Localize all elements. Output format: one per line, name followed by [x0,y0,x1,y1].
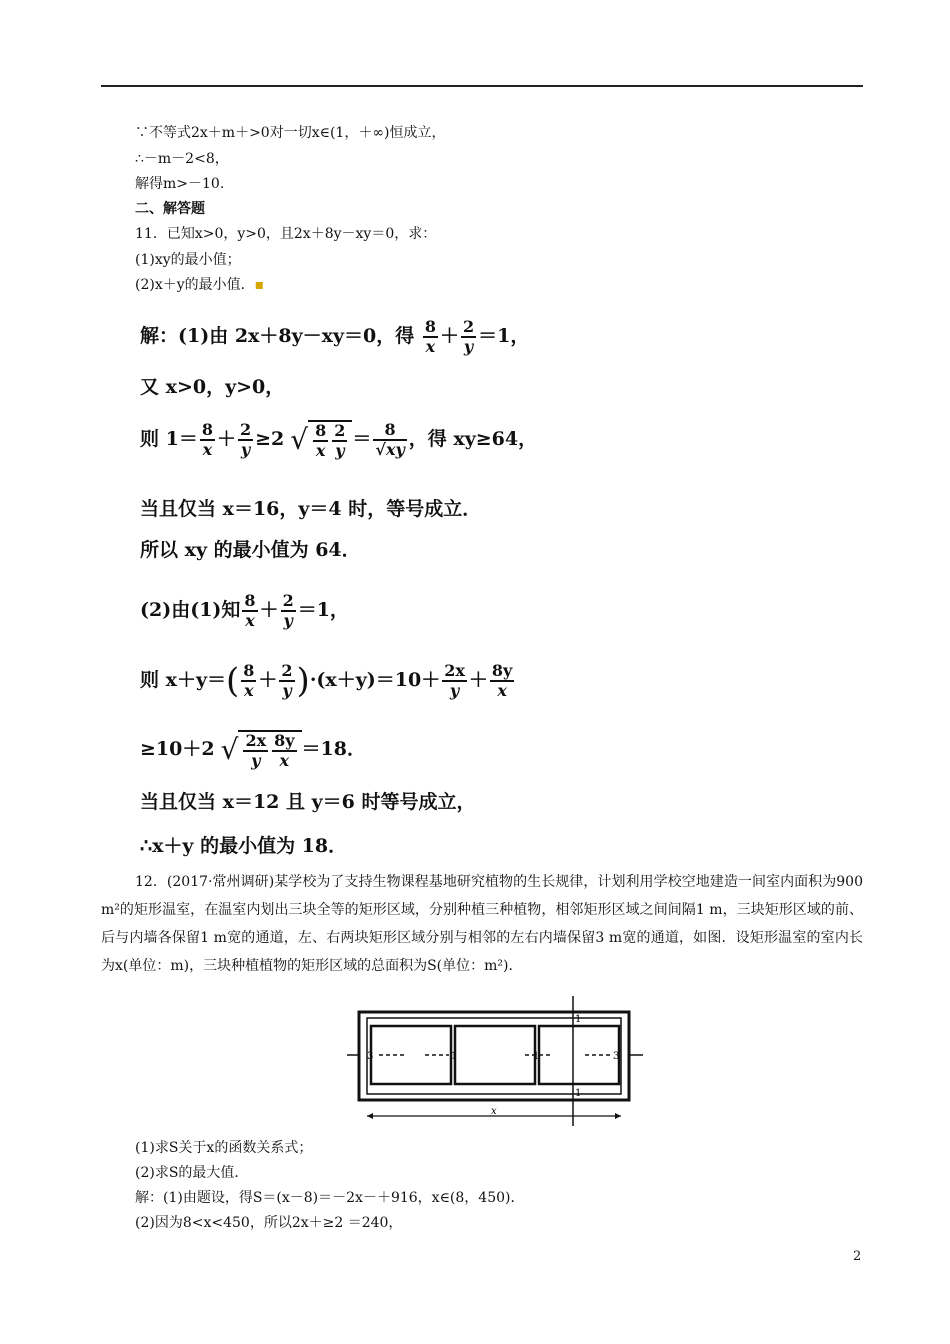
greenhouse-diagram [345,996,645,1126]
sol-line-3: 则 1＝ $\frac{8}{x}$ ＋ $\frac{2}{y}$ ≥2 √ $\frac{8}{x}$ $\frac{2}{y}$ ＝ $\frac{8}{√xy}$ ，得 xy≥64， [140,420,538,460]
sol-line-1: 解：(1)由 2x＋8y－xy＝0，得 $\frac{8}{x}$ ＋ $\frac{2}{y}$ ＝1， [140,317,530,356]
page-number: 2 [853,1249,862,1264]
preamble-line-3: 解得m>－10. [135,176,225,192]
sol-line-2: 又 x>0，y>0， [140,376,285,398]
preamble-line-1: ∵不等式2x＋m＋>0对一切x∈(1，＋∞)恒成立， [135,125,446,141]
q12-sol2: (2)因为8<x<450，所以2x＋≥2 ＝240， [135,1215,403,1231]
sol-line-4: 当且仅当 x＝16，y＝4 时，等号成立． [140,498,482,520]
preamble-line-2: ∴－m－2<8， [135,151,229,167]
q11-part2: (2)x＋y的最小值．▪ [135,277,265,293]
q11-stem: 11．已知x>0，y>0，且2x＋8y－xy＝0，求： [135,226,437,242]
sol-line-5: 所以 xy 的最小值为 64． [140,539,361,561]
label-one-b: 1 [533,1051,540,1062]
q12-sol1: 解：(1)由题设，得S＝(x－8)＝－2x－＋916，x∈(8，450)． [135,1190,525,1206]
q12-part2: (2)求S的最大值． [135,1165,249,1181]
q12-stem: 12．(2017·常州调研)某学校为了支持生物课程基地研究植物的生长规律，计划利用学校空地建造一间室内面积为900 m²的矩形温室，在温室内划出三块全等的矩形区域，分别种植三种植物，相邻矩形区域之间间隔1 m，三块矩形区域的前、后与内墙各保留1 m宽的通道，左、右两块矩形区域分别与相邻的左右内墙保留3 m宽的通道，如图．设矩形温室的室内长为x(单位：m)，三块种植植物的矩形区域的总面积为S(单位：m²)． [101,874,863,974]
header-rule [101,85,863,87]
sol-line-10: ∴x＋y 的最小值为 18． [140,835,348,857]
q12-part1: (1)求S关于x的函数关系式； [135,1140,313,1156]
label-x: x [491,1106,497,1117]
label-one-a: 1 [451,1051,458,1062]
sol-line-7: 则 x＋y＝( $\frac{8}{x}$ ＋ $\frac{2}{y}$ )·(x＋y)＝10＋ $\frac{2x}{y}$ ＋ $\frac{8y}{x}$ [140,661,513,701]
sol-line-6: (2)由(1)知 $\frac{8}{x}$ ＋ $\frac{2}{y}$ ＝1， [140,591,349,630]
label-one-top: 1 [575,1014,582,1025]
sqrt-icon: √ [290,423,309,456]
label-one-bottom: 1 [575,1088,582,1099]
q11-part1: (1)xy的最小值； [135,252,241,268]
sol-line-8: ≥10＋2 √ $\frac{2x}{y}$ $\frac{8y}{x}$ ＝18． [140,731,366,770]
label-three-right: 3 [613,1051,620,1062]
sqrt-icon: √ [220,733,239,766]
sol-line-9: 当且仅当 x＝12 且 y＝6 时等号成立， [140,791,476,813]
fraction: $\frac{2}{y}$ [463,317,475,356]
section-title: 二、解答题 [135,201,205,217]
fraction: $\frac{8}{x}$ [424,317,436,356]
label-three-left: 3 [367,1051,374,1062]
